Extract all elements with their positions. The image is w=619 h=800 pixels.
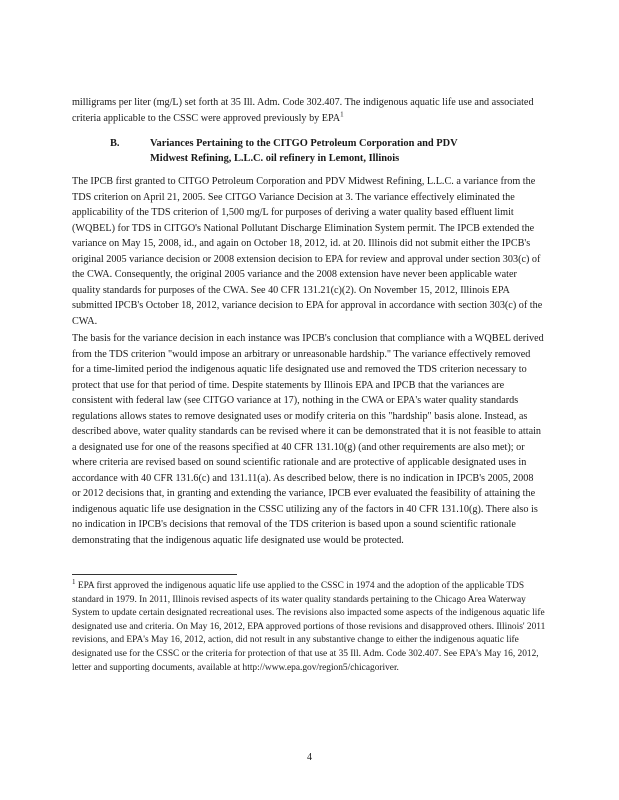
footnote-divider: [72, 574, 237, 575]
section-title: [150, 136, 550, 166]
intro-paragraph: [72, 95, 544, 126]
footnote-marker: 1: [72, 577, 76, 586]
page-number: 4: [307, 752, 312, 763]
section-title-line-1: Variances Pertaining to the CITGO Petroleum Corporation and PDV: [150, 138, 458, 149]
footnote-text: EPA first approved the indigenous aquatic life use applied to the CSSC in 1974 and the adoption of the applicable TDS standard in 1979. In 2011, Illinois revised aspects of its water quality standards pertaining to the Chicago Area Waterway System to update certain designated recreational uses. The revisions also impacted some aspects of the indigenous aquatic life designated use and criteria. On May 16, 2012, EPA approved portions of those revisions and disapproved others. Illinois' 2011 revisions, and EPA's May 16, 2012, action, did not result in any substantive change to either the indigenous aquatic life designated use for the CSSC or the criteria for protection of that use at 35 Ill. Adm. Code 302.407. See EPA's May 16, 2012, letter and supporting documents, available at http://www.epa.gov/region5/chicagoriver.: [72, 581, 546, 673]
paragraph-1: The IPCB first granted to CITGO Petroleum Corporation and PDV Midwest Refining, L.L.C. a variance from the TDS criterion on April 21, 2005. See CITGO Variance Decision at 3. The variance effectively eliminated the applicability of the TDS criterion of 1,500 mg/L for purposes of deriving a water quality based effluent limit (WQBEL) for TDS in CITGO's National Pollutant Discharge Elimination System permit. The IPCB extended the variance on May 15, 2008, id., and again on October 18, 2012, id. at 20. Illinois did not submit either the IPCB's original 2005 variance decision or 2008 extension decision to EPA for review and approval under section 303(c) of the CWA. Consequently, the original 2005 variance and the 2008 extension have never been applicable water quality standards for purposes of the CWA. See 40 CFR 131.21(c)(2). On November 15, 2012, Illinois EPA submitted IPCB's October 18, 2012, variance decision to EPA for approval in accordance with section 303(c) of the CWA.: [72, 176, 543, 327]
section-number: B.: [110, 138, 120, 149]
intro-text: milligrams per liter (mg/L) set forth at 35 Ill. Adm. Code 302.407. The indigenous aquatic life use and associated criteria applicable to the CSSC were approved previously by EPA: [72, 97, 534, 124]
footnote: [72, 577, 550, 675]
section-title-line-2: Midwest Refining, L.L.C. oil refinery in Lemont, Illinois: [150, 153, 400, 164]
paragraph-2: The basis for the variance decision in each instance was IPCB's conclusion that compliance with a WQBEL derived from the TDS criterion "would impose an arbitrary or unreasonable hardship." The variance effectively removed for a time-limited period the indigenous aquatic life designated use and removed the TDS criterion necessary to protect that use for that period of time. Despite statements by Illinois EPA and IPCB that the variances are consistent with federal law (see CITGO variance at 17), nothing in the CWA or EPA's water quality standards regulations allows states to remove designated uses or modify criteria on this "hardship" basis alone. Instead, as described above, water quality standards can be revised where it can be demonstrated that it is not feasible to attain a designated use for one of the reasons specified at 40 CFR 131.10(g) (and other requirements are also met); or where criteria are revised based on sound scientific rationale and are protective of applicable designated uses in accordance with 40 CFR 131.6(c) and 131.11(a). As described below, there is no indication in IPCB's 2005, 2008 or 2012 decisions that, in granting and extending the variance, IPCB ever evaluated the feasibility of attaining the indigenous aquatic life use designation in the CSSC utilizing any of the factors in 40 CFR 131.10(g). There also is no indication in IPCB's decisions that removal of the TDS criterion is based upon a sound scientific rationale demonstrating that the indigenous aquatic life designated use would be protected.: [72, 333, 544, 546]
footnote-ref: 1: [340, 110, 344, 119]
